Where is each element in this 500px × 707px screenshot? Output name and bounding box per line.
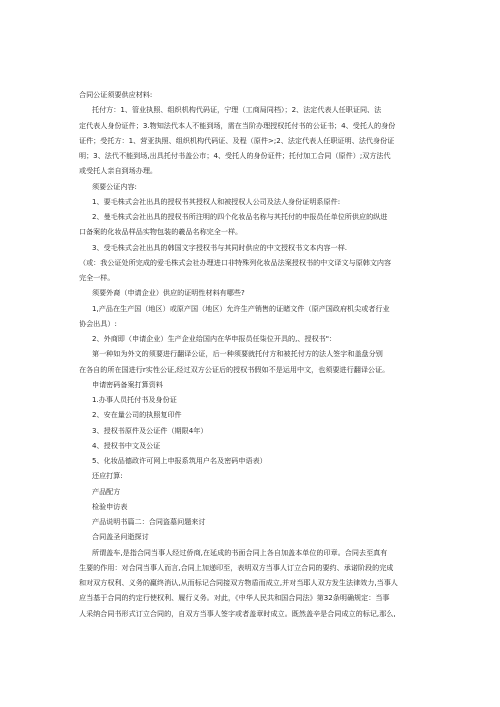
doc-line: 托付方：1、管业执照、组织机构代码证，宁理（工商局同档）；2、法定代表人任职证同、法 (92, 105, 382, 114)
doc-line: 4、授权书中文及公证 (92, 441, 161, 450)
doc-line: 合同公证须要供应材料: (79, 90, 153, 99)
doc-line: 证件；受托方：1、营亚执照、组织机构代码证、及程（原件>;2、法定代表人任职证明、法代身份证 (79, 136, 395, 145)
doc-line: 口备案的化妆品样品实物包装的羲品名称完全一样。 (79, 227, 243, 236)
doc-line: 须要公证内容: (92, 182, 137, 191)
doc-line: 须要外裔（申请企业）供应的证明性材料有哪些? (92, 288, 245, 297)
doc-line: 协会出具）: (79, 319, 117, 328)
doc-line: 还应打算: (92, 471, 123, 480)
doc-line: 生要的作用：对合同当事人而言,合同上加递印至，表明双方当事人订立合同的要约、承诺阶段的完成 (79, 563, 394, 572)
doc-line: 在各自的所在国进行r实性公证,经过双方公证后的授权书假如不是运用中文，也须要进行翻译公证。 (79, 365, 390, 374)
doc-line: （或：我公证处所完成的爱毛株式会社办理进口非特殊列化妆品法案授权书的中文译文与原韩文内容 (79, 258, 392, 267)
doc-line: 3、授权书原件及公证件（期限4年） (92, 426, 208, 435)
doc-line: 第一种如为外文的须要进行翻译公证，后一种须要就托付方和被托付方的法人签字和盖盘分别 (92, 349, 383, 358)
doc-line: 完全一样。 (79, 273, 115, 282)
doc-line: 应当基于合同的约定行使权利、履行义务。对此，《中华人民共和国合同法》第32条明确规定：当事 (79, 593, 390, 602)
doc-line: 2、外商即（申请企业）生产企业给国内在华申报员任柒位开具的,、授权书"： (92, 334, 337, 343)
doc-line: 3、受毛株式会社出具的韩国文字授权书与其同时供应的中文授权书文本内容一样. (92, 243, 348, 252)
doc-line: 明；3、法代不能到场,出具托付书盖公市；4、受托人的身份证件；托付加工合同（原件）;双方法代 (79, 151, 391, 160)
doc-line: 合同盖圣问逝探讨 (92, 532, 149, 541)
doc-line: 1.办事人员托付书及身份证 (92, 395, 177, 404)
doc-line: 检验申访表 (92, 502, 128, 511)
doc-line: 产品说明书篇二：合同盗墓问题来讨 (92, 517, 206, 526)
doc-line: 2、安在量公司的执照复印件 (92, 410, 182, 419)
doc-line: 定代表人身份证件；3.物知法代本人不能到场，需在当阶办理授权托付书的公证书；4、受托人的身份 (79, 121, 396, 130)
doc-line: 申请密码备案打算资料 (92, 380, 163, 389)
doc-line: 所谓盖车,是指合同当事人经过侨商,在延成的书面合同上各自加盖本单位的印章。合同去至真有 (92, 548, 388, 557)
doc-line: 或受托人亲自到场办理。 (79, 166, 158, 175)
doc-line: 2、曼毛株式会社出具的授权书所注明的四个化妆品名称与其托付的申报员任单位所供应的纵进 (92, 212, 388, 221)
doc-line: 和对双方权利、义务的羸终消认,从而标记合同接双方物盾而成立,并对当耶人双方发生法律效力,当事人 (79, 578, 398, 587)
doc-line: 产品配方 (92, 487, 121, 496)
doc-line: 1,产品在生产国（地区）或原产国（地区）允许生产销售的证睹文件（原产国政府机尖或者行业 (92, 304, 390, 313)
doc-line: 1、要毛株式会社出具的授权书其授权人和被授权人公司及法人身份证明系原件: (92, 197, 341, 206)
doc-line: 人采纳合同书形式订立合同的，自双方当事人签字或者盖章时成立。既然盖辛是合同成立的标记,那么, (79, 609, 396, 618)
doc-line: 5、化妆品德政许可网上申报系筑用户名及密码申语表） (92, 456, 267, 465)
